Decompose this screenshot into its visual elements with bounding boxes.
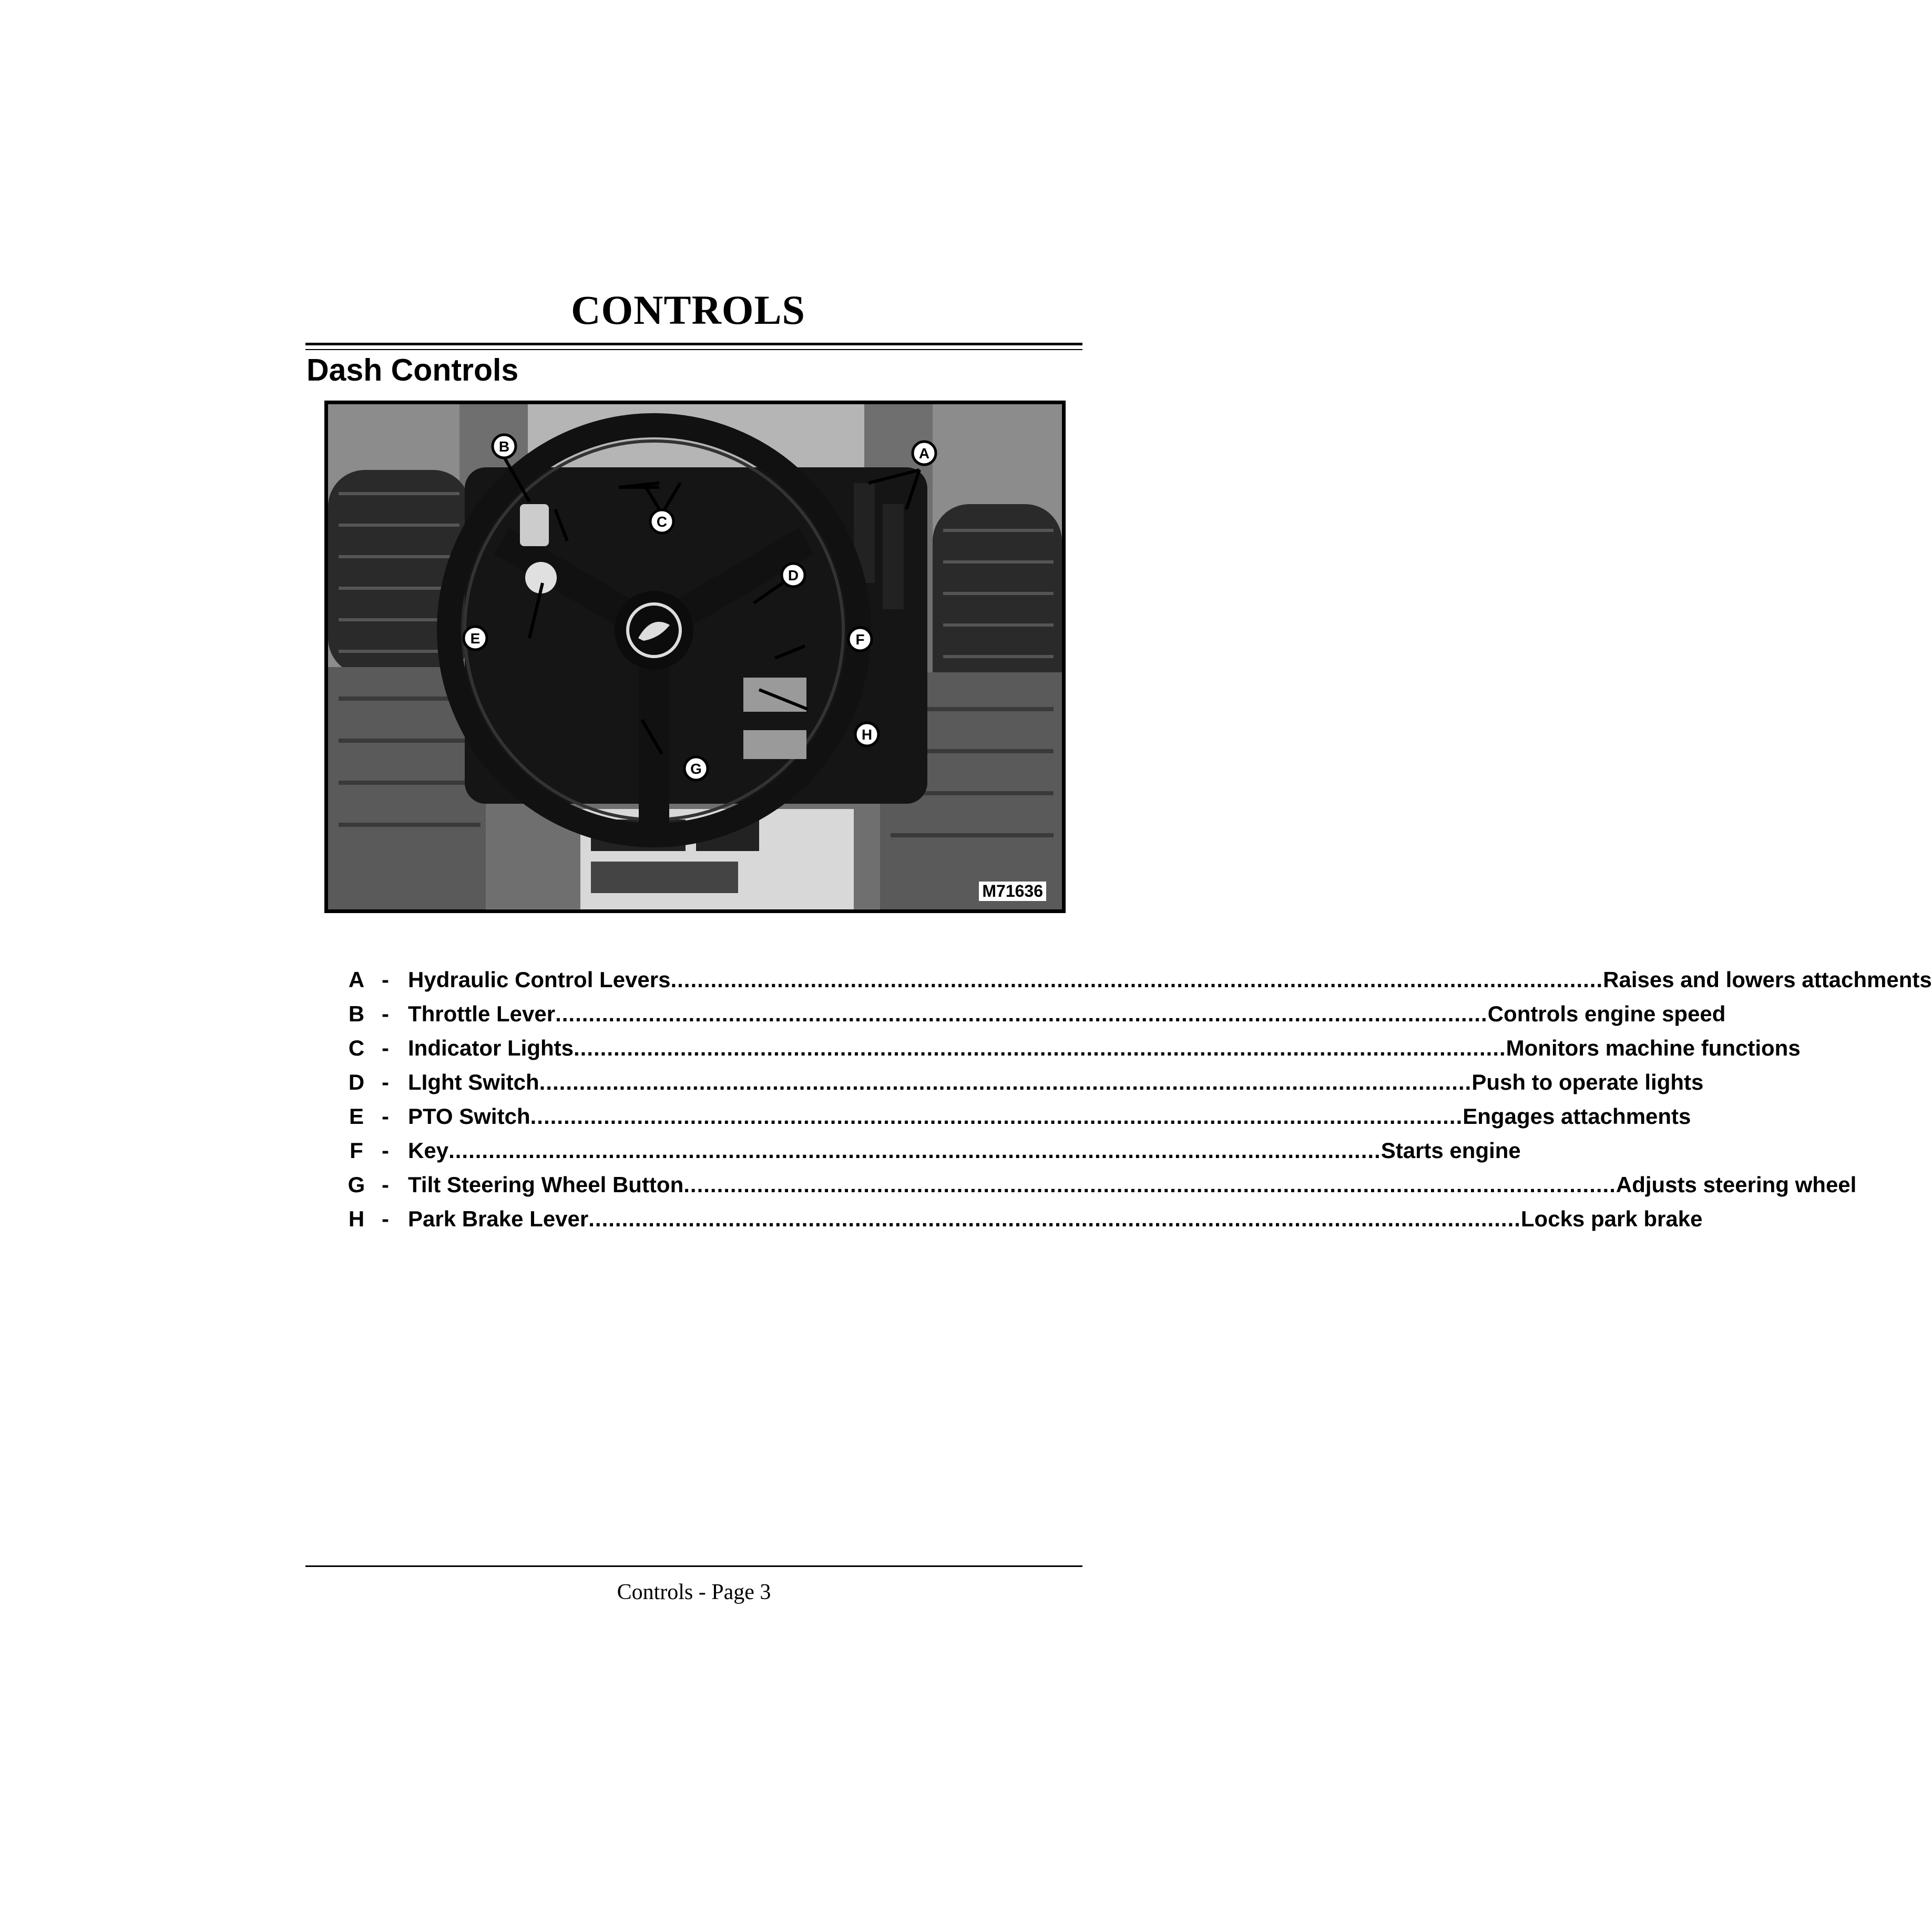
legend-separator: - <box>382 1104 389 1129</box>
legend-letter: A <box>348 967 365 992</box>
legend-row-g <box>347 1172 1857 1206</box>
legend-separator: - <box>382 1070 389 1094</box>
legend-label: Park Brake Lever <box>408 1206 589 1231</box>
title-rule-thick <box>305 343 1082 345</box>
controls-legend <box>347 967 1932 1241</box>
dash-controls-photo <box>324 401 1066 913</box>
legend-row-c <box>347 1036 1801 1070</box>
callout-label-a: A <box>918 445 930 462</box>
page-title: CONTROLS <box>571 287 805 333</box>
figure-code: M71636 <box>979 882 1046 901</box>
tractor-dash-illustration <box>328 404 1062 909</box>
legend-description: Push to operate lights <box>1471 1070 1704 1094</box>
legend-separator: - <box>382 967 389 992</box>
footer-rule <box>305 1565 1082 1567</box>
legend-separator: - <box>382 1036 389 1060</box>
legend-row-f <box>347 1138 1521 1172</box>
park-brake-panel <box>743 730 806 759</box>
legend-description: Controls engine speed <box>1487 1001 1726 1026</box>
legend-separator: - <box>382 1138 389 1163</box>
legend-label: Hydraulic Control Levers <box>408 967 671 992</box>
legend-row-d <box>347 1070 1704 1104</box>
callout-label-d: D <box>788 567 799 583</box>
legend-letter: D <box>348 1070 365 1094</box>
legend-letter: H <box>348 1206 365 1231</box>
callout-label-g: G <box>690 761 702 777</box>
legend-letter: F <box>350 1138 363 1163</box>
legend-separator: - <box>382 1172 389 1197</box>
legend-description: Adjusts steering wheel <box>1616 1172 1857 1197</box>
legend-letter: G <box>347 1172 365 1197</box>
legend-row-e <box>347 1104 1691 1138</box>
legend-label: Indicator Lights <box>408 1036 574 1060</box>
legend-row-b <box>347 1001 1726 1036</box>
legend-row-a <box>347 967 1932 1001</box>
legend-label: PTO Switch <box>408 1104 530 1129</box>
leader-dots: ............................................................................................................................................ <box>574 1036 1506 1060</box>
legend-row-h <box>347 1206 1703 1241</box>
legend-separator: - <box>382 1206 389 1231</box>
legend-label: LIght Switch <box>408 1070 539 1094</box>
legend-letter: B <box>348 1001 365 1026</box>
leader-dots: ............................................................................................................................................ <box>588 1206 1521 1231</box>
section-heading: Dash Controls <box>306 353 519 387</box>
leader-dots: ............................................................................................................................................ <box>683 1172 1616 1197</box>
legend-letter: C <box>348 1036 365 1060</box>
title-rule-thin <box>305 349 1082 350</box>
legend-separator: - <box>382 1001 389 1026</box>
callout-label-f: F <box>855 631 865 648</box>
legend-label: Throttle Lever <box>408 1001 556 1026</box>
legend-description: Engages attachments <box>1463 1104 1691 1129</box>
callout-label-e: E <box>470 630 481 647</box>
page-footer: Controls - Page 3 <box>617 1580 771 1604</box>
legend-description: Starts engine <box>1381 1138 1521 1163</box>
leader-dots: ............................................................................................................................................ <box>555 1001 1488 1026</box>
legend-label: Key <box>408 1138 449 1163</box>
legend-letter: E <box>349 1104 364 1129</box>
callout-label-h: H <box>861 726 873 743</box>
legend-description: Monitors machine functions <box>1506 1036 1801 1060</box>
leader-dots: ............................................................................................................................................ <box>539 1070 1472 1094</box>
leader-dots: ............................................................................................................................................ <box>530 1104 1463 1129</box>
leader-dots: ............................................................................................................................................ <box>670 967 1603 992</box>
callout-label-b: B <box>498 438 510 455</box>
legend-description: Locks park brake <box>1520 1206 1703 1231</box>
legend-label: Tilt Steering Wheel Button <box>408 1172 684 1197</box>
legend-description: Raises and lowers attachments <box>1603 967 1932 992</box>
leader-dots: ............................................................................................................................................ <box>448 1138 1381 1163</box>
throttle-lever <box>520 504 549 546</box>
callout-label-c: C <box>656 514 668 530</box>
